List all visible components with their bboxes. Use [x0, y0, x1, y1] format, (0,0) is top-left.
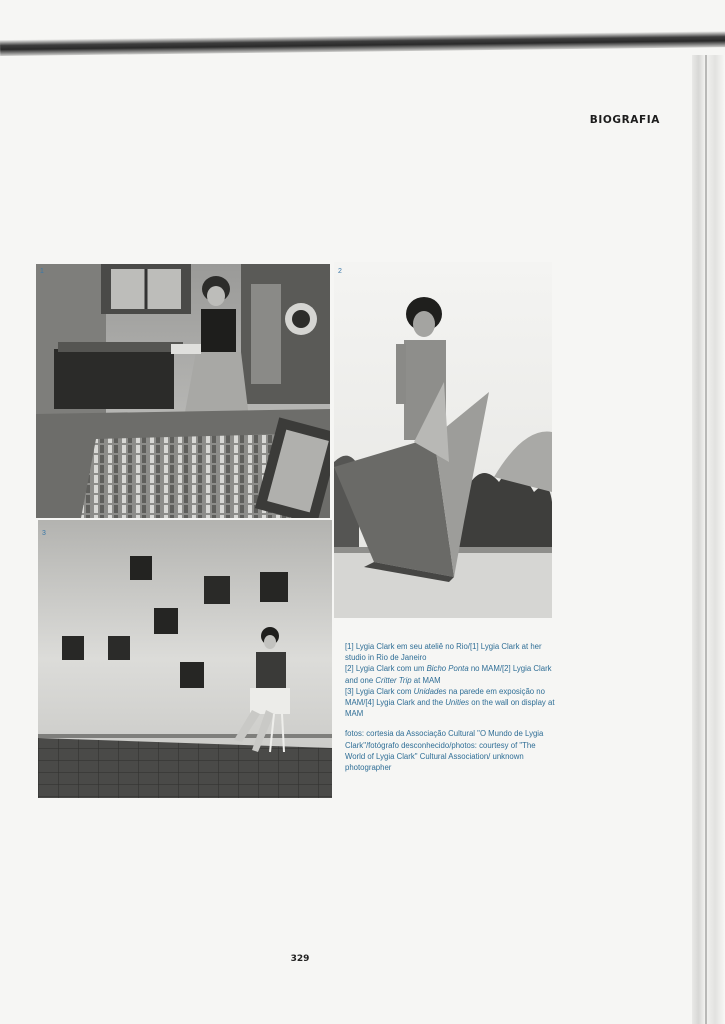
photo-number-3: 3 [42, 530, 46, 537]
photo-sculpture [334, 262, 552, 618]
photo-caption [345, 641, 555, 773]
caption-line-2: [2] Lygia Clark com um Bicho Ponta no MAM/[2] Lygia Clark and one Critter Trip at MAM [345, 664, 552, 685]
photo-studio [36, 264, 330, 518]
section-title: BIOGRAFIA [589, 114, 660, 126]
caption-line-1: [1] Lygia Clark em seu ateliê no Rio/[1] Lygia Clark at her studio in Rio de Janeiro [345, 642, 542, 663]
photo-number-1: 1 [40, 268, 44, 275]
photo-credit: fotos: cortesia da Associação Cultural "O Mundo de Lygia Clark"/fotógrafo desconhecido/photos: courtesy of "The World of Lygia Clark" Cultural Association/ unknown photographer [345, 729, 544, 773]
photo-number-2: 2 [338, 268, 342, 275]
photo-unities [38, 520, 332, 798]
caption-line-3: [3] Lygia Clark com Unidades na parede em exposição no MAM/[4] Lygia Clark and the Unities on the wall on display at MAM [345, 686, 555, 719]
scan-top-edge [0, 31, 725, 56]
page-number: 329 [290, 954, 310, 964]
scan-right-edge [692, 55, 725, 1024]
